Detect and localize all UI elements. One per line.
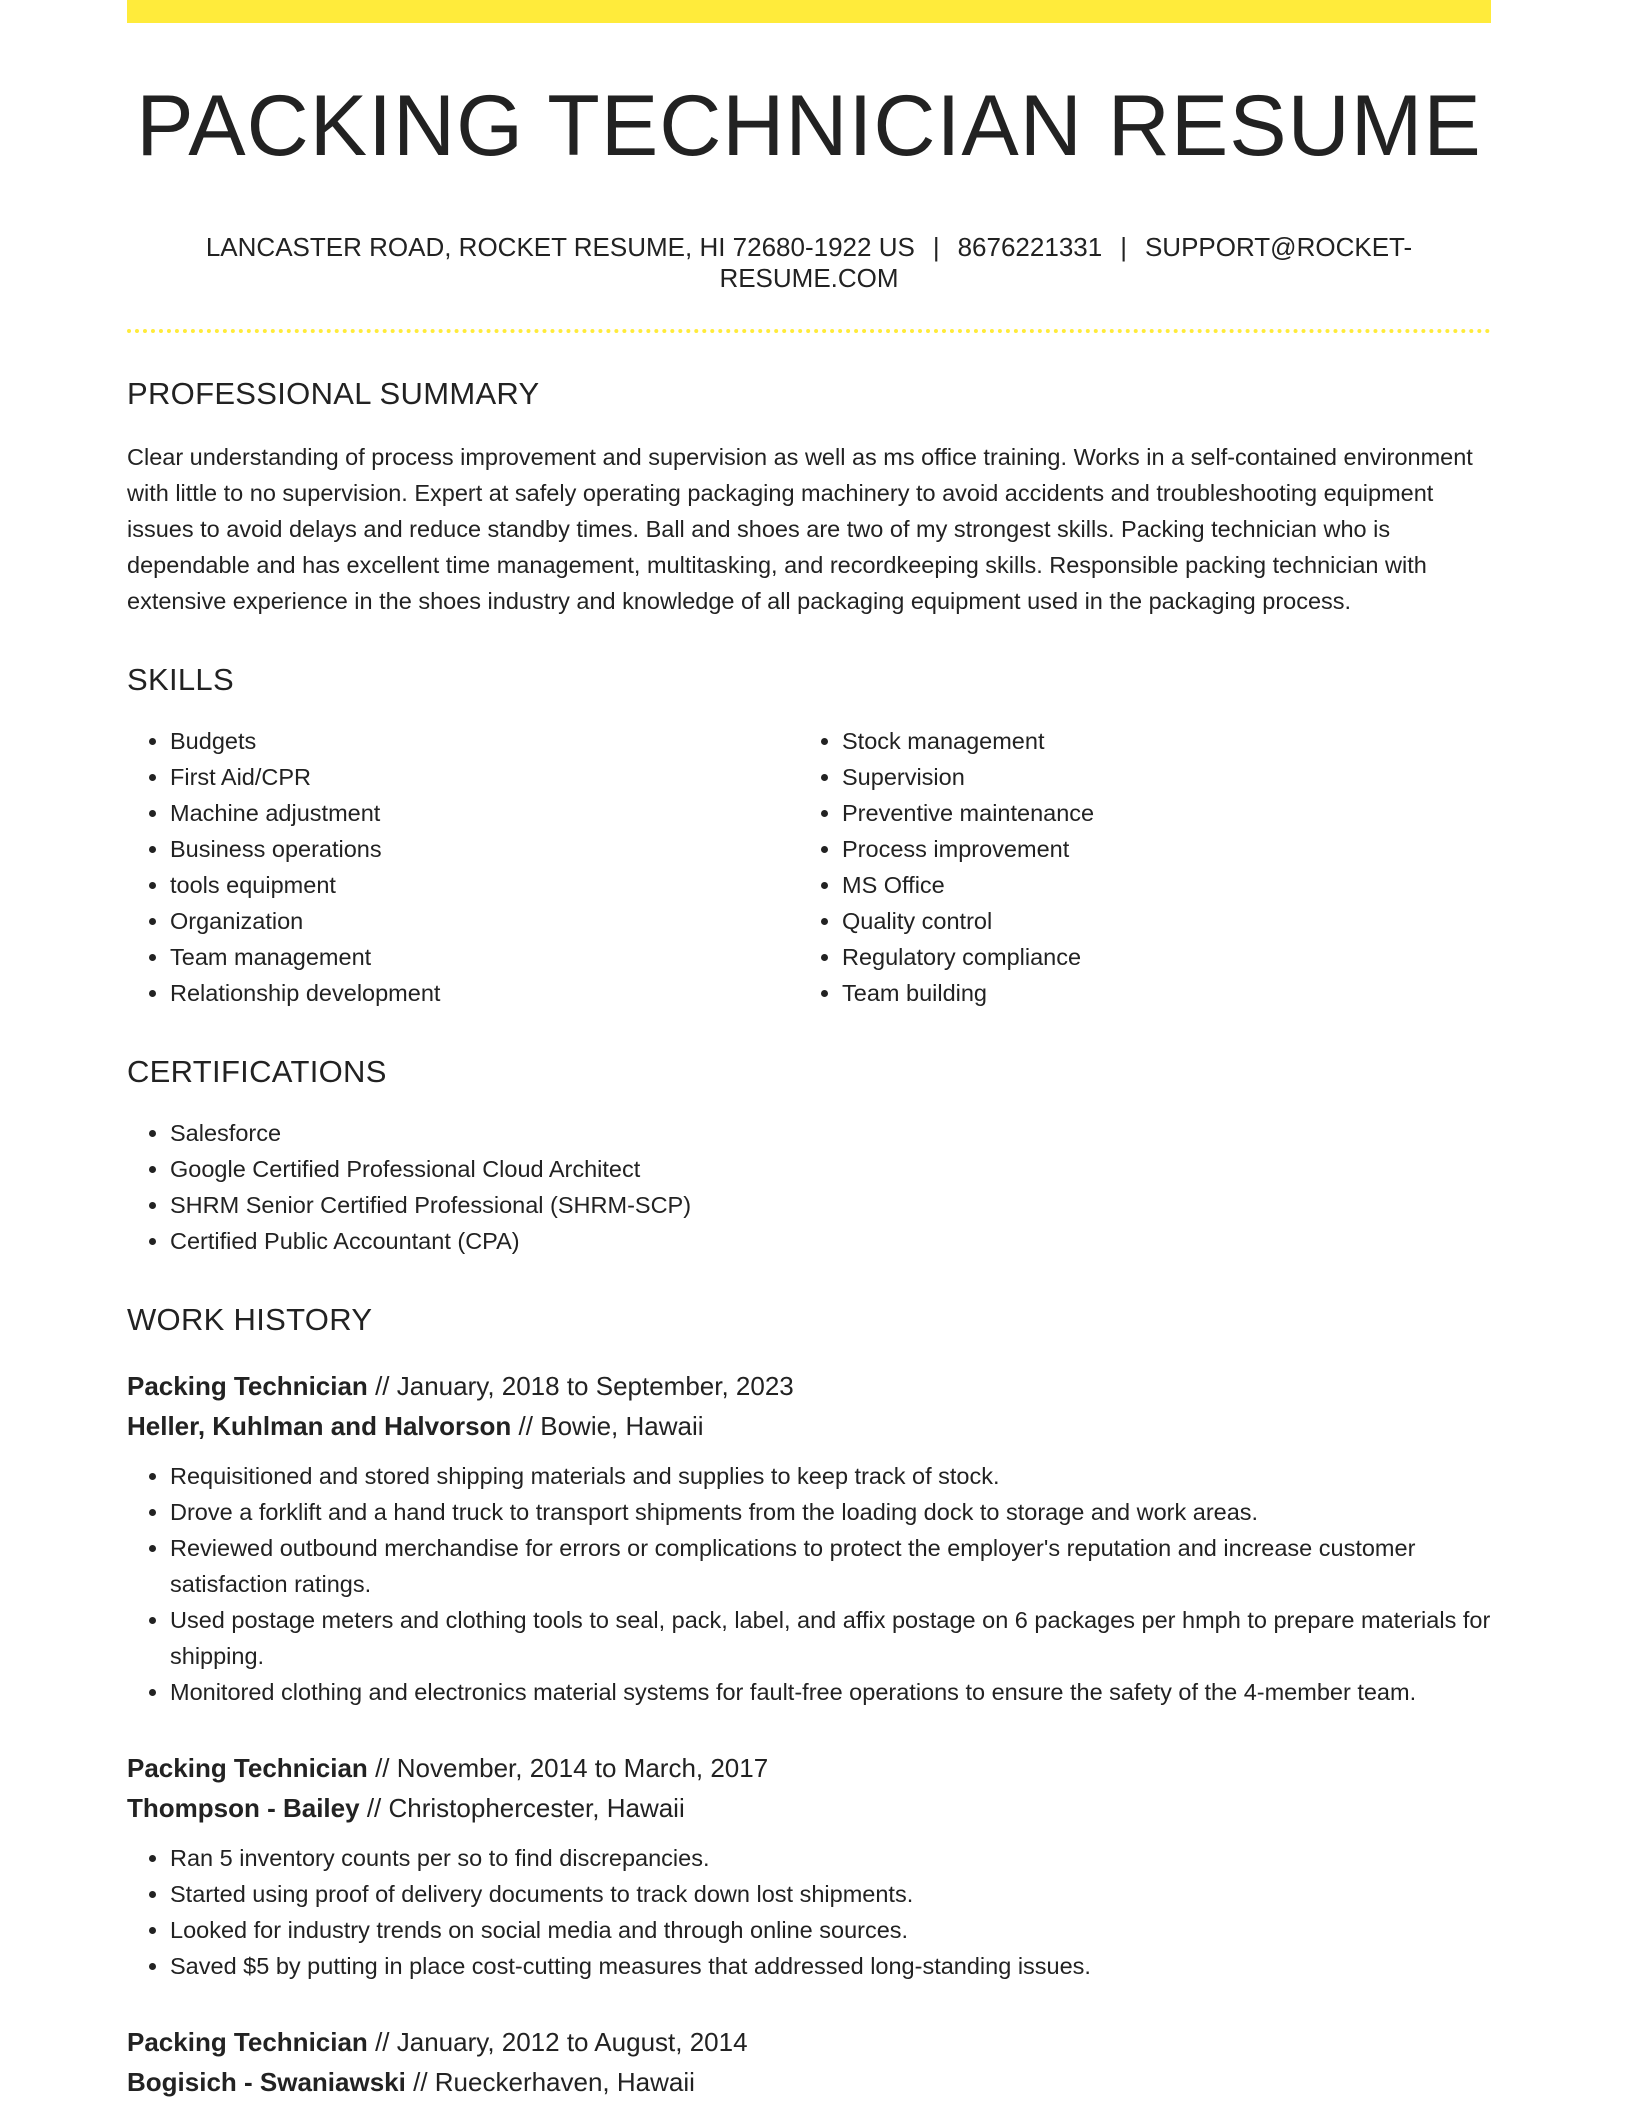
skill-item: • Business operations — [170, 831, 799, 867]
dotted-divider — [127, 329, 1491, 333]
certification-item: • Google Certified Professional Cloud Architect — [170, 1151, 1491, 1187]
summary-heading: PROFESSIONAL SUMMARY — [127, 375, 540, 411]
job-divider: // — [413, 2067, 428, 2098]
contact-address: LANCASTER ROAD, ROCKET RESUME, HI 72680-1922 US — [205, 232, 915, 263]
job-location: Bowie, Hawaii — [540, 1411, 704, 1442]
skills-list-left — [127, 723, 799, 1011]
skill-item: • Machine adjustment — [170, 795, 799, 831]
resume-content — [127, 0, 1491, 2102]
skill-item: • Quality control — [842, 903, 1471, 939]
skill-item: • MS Office — [842, 867, 1471, 903]
job-bullets — [127, 1840, 1491, 1984]
skill-item: • Preventive maintenance — [842, 795, 1471, 831]
skill-item: • First Aid/CPR — [170, 759, 799, 795]
skill-item: • Budgets — [170, 723, 799, 759]
job-bullets — [127, 1458, 1491, 1710]
skill-item: • Regulatory compliance — [842, 939, 1471, 975]
job-company: Bogisich - Swaniawski — [127, 2067, 406, 2098]
job-bullet: • Started using proof of delivery documents to track down lost shipments. — [170, 1876, 1491, 1912]
job-company-line — [127, 1788, 1491, 1828]
job-title-line — [127, 1748, 1491, 1788]
job-title: Packing Technician — [127, 1753, 368, 1784]
job-title: Packing Technician — [127, 2027, 368, 2058]
job-bullet: • Reviewed outbound merchandise for errors or complications to protect the employer's reputation and increase customer satisfaction ratings. — [170, 1530, 1491, 1602]
job-divider: // — [375, 1371, 390, 1402]
job-entry — [127, 1366, 1491, 1710]
contact-line — [127, 232, 1491, 294]
skills-heading: SKILLS — [127, 661, 234, 697]
skill-item: • Team building — [842, 975, 1471, 1011]
job-company: Thompson - Bailey — [127, 1793, 360, 1824]
job-company: Heller, Kuhlman and Halvorson — [127, 1411, 512, 1442]
job-title: Packing Technician — [127, 1371, 368, 1402]
job-entry — [127, 2022, 1491, 2102]
job-divider: // — [375, 1753, 390, 1784]
job-divider: // — [375, 2027, 390, 2058]
job-bullet: • Used postage meters and clothing tools to seal, pack, label, and affix postage on 6 packages per hmph to prepare materials for shipping. — [170, 1602, 1491, 1674]
skills-grid — [127, 723, 1491, 1011]
skill-item: • tools equipment — [170, 867, 799, 903]
contact-separator: | — [1120, 232, 1127, 263]
job-title-line — [127, 1366, 1491, 1406]
certification-item: • Salesforce — [170, 1115, 1491, 1151]
contact-email: SUPPORT@ROCKET-RESUME.COM — [719, 232, 1413, 294]
job-bullet: • Requisitioned and stored shipping materials and supplies to keep track of stock. — [170, 1458, 1491, 1494]
skill-item: • Team management — [170, 939, 799, 975]
certifications-list — [127, 1115, 1491, 1259]
contact-phone: 8676221331 — [957, 232, 1103, 263]
certification-item: • Certified Public Accountant (CPA) — [170, 1223, 1491, 1259]
job-title-line — [127, 2022, 1491, 2062]
job-bullet: • Looked for industry trends on social media and through online sources. — [170, 1912, 1491, 1948]
summary-text: Clear understanding of process improvement and supervision as well as ms office training. Works in a self-contained environment with little to no supervision. Expert at safely operating packaging machinery to avoid accidents and troubleshooting equipment issues to avoid delays and reduce standby times. Ball and shoes are two of my strongest skills. Packing technician who is dependable and has excellent time management, multitasking, and recordkeeping skills. Responsible packing technician with extensive experience in the shoes industry and knowledge of all packaging equipment used in the packaging process. — [127, 443, 1473, 614]
work-history-heading: WORK HISTORY — [127, 1302, 373, 1338]
contact-separator: | — [932, 232, 940, 263]
job-location: Rueckerhaven, Hawaii — [434, 2067, 695, 2098]
job-bullet: • Ran 5 inventory counts per so to find discrepancies. — [170, 1840, 1491, 1876]
job-bullet: • Drove a forklift and a hand truck to transport shipments from the loading dock to storage and work areas. — [170, 1494, 1491, 1530]
skill-item: • Supervision — [842, 759, 1471, 795]
job-dates: November, 2014 to March, 2017 — [396, 1753, 769, 1784]
skill-item: • Stock management — [842, 723, 1471, 759]
job-dates: January, 2012 to August, 2014 — [396, 2027, 748, 2058]
page-title: PACKING TECHNICIAN RESUME — [136, 78, 1482, 174]
job-company-line — [127, 1406, 1491, 1446]
certifications-heading: CERTIFICATIONS — [127, 1053, 387, 1089]
skill-item: • Relationship development — [170, 975, 799, 1011]
certification-item: • SHRM Senior Certified Professional (SHRM-SCP) — [170, 1187, 1491, 1223]
job-divider: // — [518, 1411, 533, 1442]
job-company-line — [127, 2062, 1491, 2102]
skill-item: • Process improvement — [842, 831, 1471, 867]
job-bullet: • Monitored clothing and electronics material systems for fault-free operations to ensure the safety of the 4-member team. — [170, 1674, 1491, 1710]
skills-list-right — [799, 723, 1471, 1011]
job-location: Christophercester, Hawaii — [388, 1793, 685, 1824]
job-entry — [127, 1748, 1491, 1984]
skill-item: • Organization — [170, 903, 799, 939]
job-dates: January, 2018 to September, 2023 — [396, 1371, 794, 1402]
job-bullet: • Saved $5 by putting in place cost-cutting measures that addressed long-standing issues. — [170, 1948, 1491, 1984]
job-divider: // — [366, 1793, 382, 1824]
